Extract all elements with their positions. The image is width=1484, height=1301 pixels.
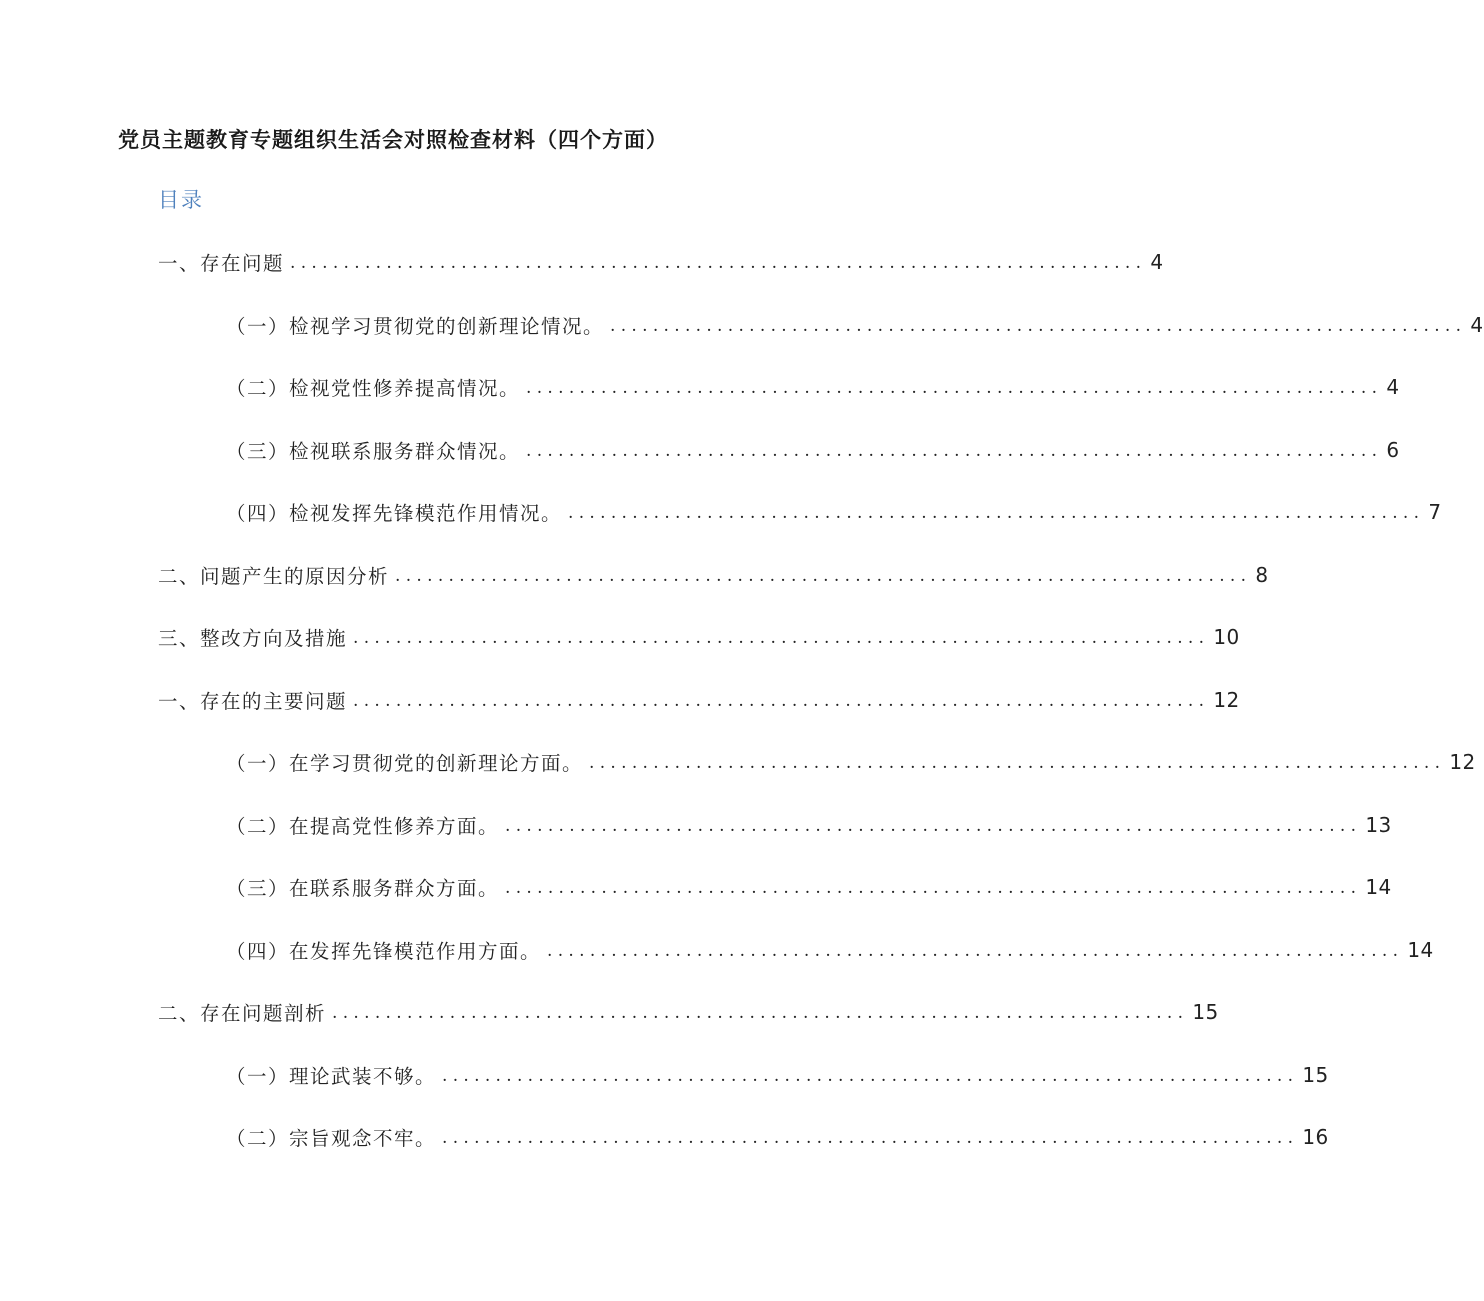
toc-page-number: 4	[1386, 375, 1400, 399]
toc-page-number: 7	[1428, 500, 1442, 524]
toc-entry[interactable]	[226, 305, 1484, 345]
toc-entry[interactable]	[158, 555, 1269, 595]
toc-page-number: 6	[1386, 437, 1400, 462]
toc-page-number: 8	[1255, 562, 1269, 587]
toc-page-number: 12	[1213, 687, 1240, 712]
toc-dot-leader: ................................................................................	[505, 815, 1362, 836]
toc-entry-label: 一、存在问题	[158, 252, 285, 275]
toc-dot-leader: ................................................................................	[353, 628, 1210, 648]
toc-entry[interactable]	[226, 367, 1400, 407]
toc-dot-leader: ................................................................................	[353, 690, 1210, 711]
toc-entry-label: 一、存在的主要问题	[158, 689, 348, 713]
toc-page-number: 16	[1302, 1125, 1329, 1149]
toc-entry-label: （一）在学习贯彻党的创新理论方面。	[226, 752, 584, 775]
toc-page-number: 4	[1470, 312, 1484, 337]
toc-entry-label: （二）检视党性修养提高情况。	[226, 377, 521, 400]
toc-page-number: 14	[1407, 937, 1434, 962]
toc-dot-leader: ................................................................................	[395, 565, 1252, 586]
toc-entry-label: 二、问题产生的原因分析	[158, 564, 390, 588]
toc-dot-leader: ................................................................................	[610, 315, 1467, 336]
toc-dot-leader: ................................................................................	[442, 1128, 1299, 1148]
toc-entry[interactable]	[158, 617, 1240, 657]
toc-entry[interactable]	[226, 805, 1392, 845]
toc-dot-leader: ................................................................................	[526, 378, 1383, 398]
toc-entry-label: 二、存在问题剖析	[158, 1002, 327, 1025]
toc-page-number: 15	[1192, 1000, 1219, 1024]
toc-page-number: 10	[1213, 625, 1240, 649]
toc-page-number: 4	[1150, 250, 1164, 274]
toc-entry-label: （三）检视联系服务群众情况。	[226, 439, 521, 463]
toc-dot-leader: ................................................................................	[442, 1065, 1299, 1086]
toc-heading: 目录	[158, 188, 204, 212]
toc-entry[interactable]	[158, 992, 1219, 1032]
toc-entry[interactable]	[158, 242, 1164, 282]
toc-entry[interactable]	[226, 492, 1442, 532]
toc-dot-leader: ................................................................................	[290, 253, 1147, 273]
toc-dot-leader: ................................................................................	[526, 440, 1383, 461]
toc-dot-leader: ................................................................................	[332, 1003, 1189, 1023]
toc-page-number: 14	[1365, 875, 1392, 899]
toc-entry[interactable]	[158, 680, 1240, 720]
toc-page-number: 12	[1449, 750, 1476, 774]
toc-entry-label: （一）检视学习贯彻党的创新理论情况。	[226, 314, 605, 338]
toc-dot-leader: ................................................................................	[568, 503, 1425, 523]
toc-entry[interactable]	[226, 930, 1434, 970]
toc-entry-label: （四）检视发挥先锋模范作用情况。	[226, 502, 563, 525]
toc-dot-leader: ................................................................................	[589, 753, 1446, 773]
toc-page-number: 13	[1365, 812, 1392, 837]
toc-entry[interactable]	[226, 1055, 1329, 1095]
toc-entry[interactable]	[226, 430, 1400, 470]
toc-dot-leader: ................................................................................	[505, 878, 1362, 898]
document-title: 党员主题教育专题组织生活会对照检查材料（四个方面）	[118, 127, 668, 152]
toc-entry-label: （二）在提高党性修养方面。	[226, 814, 500, 838]
toc-page-number: 15	[1302, 1062, 1329, 1087]
toc-entry-label: （三）在联系服务群众方面。	[226, 877, 500, 900]
toc-entry[interactable]	[226, 867, 1392, 907]
toc-entry-label: （四）在发挥先锋模范作用方面。	[226, 939, 542, 963]
toc-dot-leader: ................................................................................	[547, 940, 1404, 961]
toc-entry-label: （一）理论武装不够。	[226, 1064, 437, 1088]
toc-entry-label: （二）宗旨观念不牢。	[226, 1127, 437, 1150]
toc-entry[interactable]	[226, 742, 1476, 782]
toc-entry[interactable]	[226, 1117, 1329, 1157]
toc-entry-label: 三、整改方向及措施	[158, 627, 348, 650]
